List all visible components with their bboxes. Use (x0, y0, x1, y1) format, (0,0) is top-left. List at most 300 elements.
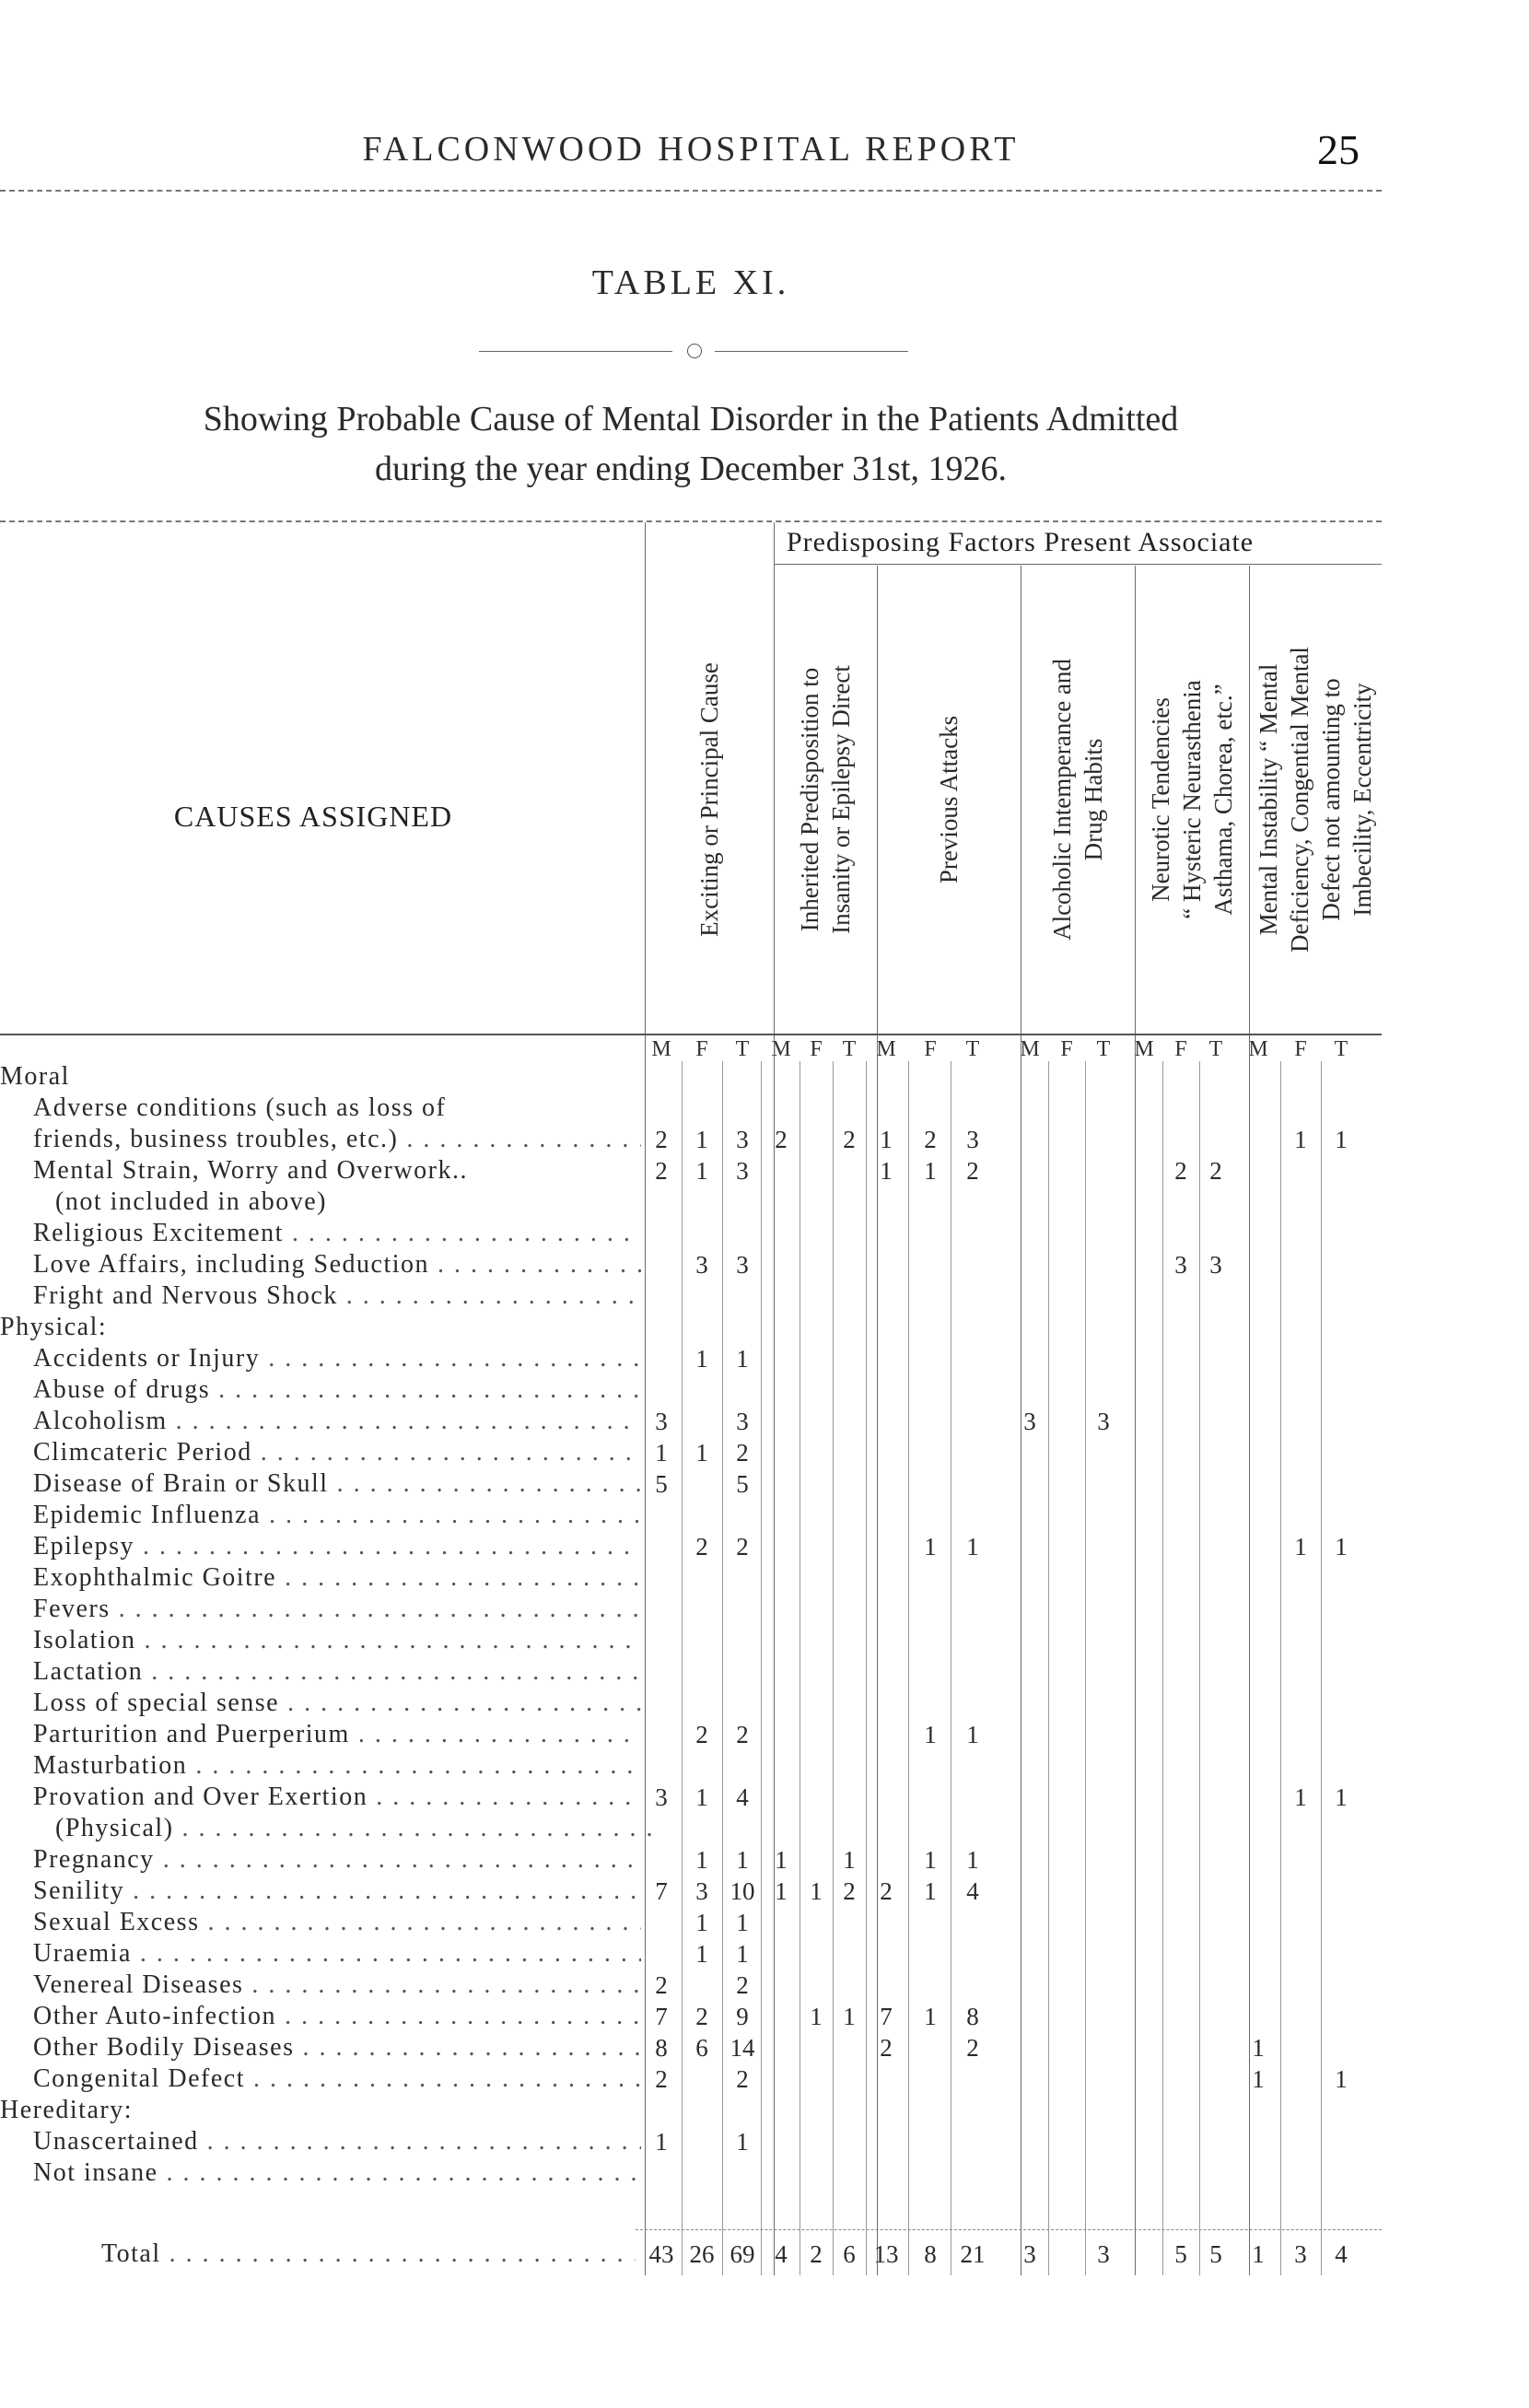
table-cell (800, 1249, 832, 1280)
table-cell: 2 (736, 2065, 749, 2093)
table-cell (765, 1625, 797, 1656)
table-cell: 1 (1294, 1783, 1307, 1811)
table-cell (1128, 1938, 1160, 1970)
table-cell (1243, 1844, 1274, 1876)
table-cell (870, 1093, 902, 1124)
table-cell (800, 1374, 832, 1406)
table-cell (727, 1688, 758, 1719)
table-row (0, 1061, 1382, 1093)
table-cell (915, 1782, 946, 1813)
row-label: Other Auto-infection . . . (33, 2001, 641, 2032)
mft-header-m: M (876, 1037, 896, 1061)
mft-header-t: T (965, 1037, 980, 1061)
table-cell: 1 (1294, 1533, 1307, 1561)
row-label: Parturition and Puerperium . . . (33, 1719, 641, 1750)
table-cell (870, 1437, 902, 1468)
table-cell (765, 2126, 797, 2157)
table-cell: 3 (1097, 2240, 1110, 2268)
table-cell (957, 1312, 988, 1343)
table-cell (870, 2126, 902, 2157)
table-cell (1014, 1093, 1045, 1124)
table-cell (1165, 2095, 1196, 2126)
table-cell (834, 1531, 865, 1562)
table-cell (957, 1061, 988, 1093)
table-cell (1165, 1343, 1196, 1374)
table-cell (834, 1312, 865, 1343)
table-cell (765, 1907, 797, 1938)
table-cell (915, 1218, 946, 1249)
table-cell (1051, 2126, 1082, 2157)
table-cell (870, 1343, 902, 1374)
table-cell (765, 1750, 797, 1782)
table-cell (1200, 2095, 1231, 2126)
table-cell (727, 1562, 758, 1594)
table-cell (1165, 1562, 1196, 1594)
row-label: Congenital Defect . . . (33, 2063, 641, 2095)
table-cell (870, 2157, 902, 2189)
table-cell: 3 (655, 1408, 668, 1435)
column-header-line: Insanity or Epilepsy Direct (827, 665, 855, 934)
table-cell: 3 (695, 1251, 708, 1279)
table-cell (1128, 2126, 1160, 2157)
table-cell (1243, 1562, 1274, 1594)
table-cell (800, 2063, 832, 2095)
table-cell (1165, 1656, 1196, 1688)
table-cell (1285, 1970, 1316, 2001)
table-cell (1014, 2095, 1045, 2126)
table-cell (1128, 1406, 1160, 1437)
table-cell (1243, 1594, 1274, 1625)
table-cell (1325, 2001, 1357, 2032)
table-cell: 5 (655, 1470, 668, 1498)
table-cell: 43 (648, 2240, 674, 2268)
table-cell: 2 (736, 1439, 749, 1467)
table-cell (800, 1061, 832, 1093)
table-cell: 1 (775, 1877, 788, 1905)
mft-header-f: F (924, 1037, 937, 1061)
table-cell (686, 1594, 718, 1625)
table-cell (870, 1562, 902, 1594)
table-cell (1200, 1093, 1231, 1124)
table-row (0, 2126, 1382, 2157)
table-cell (957, 1562, 988, 1594)
table-cell (1200, 1782, 1231, 1813)
table-cell (957, 1688, 988, 1719)
table-cell (915, 1312, 946, 1343)
table-row (0, 1500, 1382, 1531)
table-cell (1243, 1437, 1274, 1468)
table-cell: 3 (736, 1126, 749, 1153)
table-cell (834, 1186, 865, 1218)
column-header-inherited-predisposition (776, 569, 875, 1030)
table-cell: 3 (655, 1783, 668, 1811)
row-label: Unascertained . . . (33, 2126, 641, 2157)
table-cell (1088, 1249, 1119, 1280)
table-cell (646, 1907, 677, 1938)
table-cell (765, 1500, 797, 1531)
table-cell (957, 1343, 988, 1374)
table-cell (1014, 1750, 1045, 1782)
table-cell (1243, 1124, 1274, 1155)
row-label: Religious Excitement . . . (33, 1218, 641, 1249)
table-cell (1051, 1688, 1082, 1719)
table-subtitle (55, 394, 1326, 494)
table-cell (915, 1500, 946, 1531)
table-cell (1088, 1782, 1119, 1813)
table-cell (765, 1468, 797, 1500)
table-cell (686, 1625, 718, 1656)
table-cell (1088, 1374, 1119, 1406)
table-cell (765, 1155, 797, 1186)
table-cell (915, 1970, 946, 2001)
table-cell (1128, 1531, 1160, 1562)
table-cell (834, 1688, 865, 1719)
row-label: Physical: (0, 1313, 108, 1341)
table-cell (1243, 1500, 1274, 1531)
table-cell (765, 1374, 797, 1406)
table-cell (1088, 1876, 1119, 1907)
table-cell (915, 1374, 946, 1406)
table-cell (1051, 2157, 1082, 2189)
row-label: Love Affairs, including Seduction . . . (33, 1249, 641, 1280)
table-cell: 2 (843, 1877, 856, 1905)
mft-header-t: T (1096, 1037, 1111, 1061)
table-cell (1243, 2095, 1274, 2126)
table-cell (1200, 2001, 1231, 2032)
table-cell (1051, 1813, 1082, 1844)
table-row (0, 1093, 1382, 1124)
table-cell (1128, 1280, 1160, 1312)
table-cell: 7 (655, 2003, 668, 2030)
table-cell: 1 (1335, 2065, 1348, 2093)
table-cell (1285, 1813, 1316, 1844)
row-label: Other Bodily Diseases . . . (33, 2032, 641, 2063)
table-cell (1128, 1468, 1160, 1500)
mft-header-m: M (771, 1037, 791, 1061)
column-divider (774, 522, 775, 1034)
total-rule (636, 2229, 1382, 2230)
table-cell (646, 1719, 677, 1750)
mft-header-f: F (1294, 1037, 1307, 1061)
table-cell (765, 1782, 797, 1813)
table-row (0, 1374, 1382, 1406)
table-cell (1243, 2157, 1274, 2189)
causes-assigned-heading: CAUSES ASSIGNED (173, 800, 453, 833)
table-cell (1128, 1625, 1160, 1656)
table-cell: 1 (966, 1721, 979, 1748)
table-cell (1165, 1374, 1196, 1406)
table-cell (646, 1218, 677, 1249)
table-cell (834, 1155, 865, 1186)
table-cell: 1 (655, 2128, 668, 2156)
table-cell (686, 2126, 718, 2157)
table-cell (1285, 2126, 1316, 2157)
table-cell (727, 1280, 758, 1312)
table-cell (1200, 1562, 1231, 1594)
table-cell (686, 1061, 718, 1093)
table-cell (1200, 2157, 1231, 2189)
table-cell (1128, 2032, 1160, 2063)
table-cell (1285, 1249, 1316, 1280)
table-cell (686, 1970, 718, 2001)
table-cell (1325, 1907, 1357, 1938)
table-cell (686, 1656, 718, 1688)
table-cell: 1 (695, 1783, 708, 1811)
table-cell (1325, 1938, 1357, 1970)
table-cell (1128, 1186, 1160, 1218)
table-row (0, 1970, 1382, 2001)
table-cell (834, 1656, 865, 1688)
table-cell (1285, 1500, 1316, 1531)
table-cell (1088, 1093, 1119, 1124)
table-cell (1051, 2001, 1082, 2032)
table-cell (1243, 1656, 1274, 1688)
table-row (0, 1343, 1382, 1374)
table-cell (1014, 2126, 1045, 2157)
table-row (0, 1155, 1382, 1186)
table-cell (1051, 1750, 1082, 1782)
total-label: Total . . . (101, 2239, 636, 2270)
table-cell (870, 1625, 902, 1656)
row-label: Disease of Brain or Skull . . . (33, 1468, 641, 1500)
table-cell (1200, 1312, 1231, 1343)
table-cell (1200, 2063, 1231, 2095)
table-cell: 5 (1174, 2240, 1187, 2268)
table-cell (1051, 1719, 1082, 1750)
table-cell (1325, 1186, 1357, 1218)
table-cell (1014, 2157, 1045, 2189)
table-cell (1014, 1468, 1045, 1500)
table-cell (1014, 1280, 1045, 1312)
column-header-line: Drug Habits (1080, 738, 1107, 861)
table-cell (870, 1500, 902, 1531)
table-cell (1014, 1437, 1045, 1468)
table-cell (1243, 1531, 1274, 1562)
table-cell (1285, 2032, 1316, 2063)
table-cell (1088, 1562, 1119, 1594)
table-cell (957, 1186, 988, 1218)
table-cell (800, 1656, 832, 1688)
table-row (0, 1562, 1382, 1594)
table-cell (1051, 1970, 1082, 2001)
table-cell (1165, 1907, 1196, 1938)
table-cell (957, 1813, 988, 1844)
table-cell (1165, 1813, 1196, 1844)
table-cell (1014, 1124, 1045, 1155)
table-cell (1285, 1437, 1316, 1468)
table-cell (800, 2126, 832, 2157)
ornament-circle (687, 344, 702, 358)
table-cell (646, 1688, 677, 1719)
table-cell (1051, 1186, 1082, 1218)
mft-header-m: M (651, 1037, 671, 1061)
table-cell: 1 (924, 1157, 937, 1185)
table-cell (800, 1844, 832, 1876)
table-cell: 3 (966, 1126, 979, 1153)
table-cell: 13 (873, 2240, 899, 2268)
table-cell (957, 1093, 988, 1124)
table-cell (1051, 2239, 1082, 2270)
table-cell (834, 1594, 865, 1625)
table-cell (765, 1562, 797, 1594)
row-label: (not included in above) (55, 1187, 327, 1216)
table-row (0, 1782, 1382, 1813)
table-cell (1128, 1343, 1160, 1374)
table-cell (686, 1312, 718, 1343)
table-cell (1128, 1155, 1160, 1186)
table-cell (1243, 1280, 1274, 1312)
table-cell (1051, 1594, 1082, 1625)
table-cell: 1 (924, 1533, 937, 1561)
table-cell (834, 1719, 865, 1750)
column-header-line: Asthama, Chorea, etc.” (1209, 684, 1237, 916)
table-cell (834, 1437, 865, 1468)
table-row (0, 1531, 1382, 1562)
ornament-line-left (479, 351, 672, 352)
table-cell (765, 1186, 797, 1218)
table-cell (1014, 2063, 1045, 2095)
table-cell (1243, 1374, 1274, 1406)
table-cell: 3 (1294, 2240, 1307, 2268)
table-cell (1014, 1500, 1045, 1531)
table-cell (1165, 1531, 1196, 1562)
table-cell (686, 1500, 718, 1531)
table-cell (765, 1656, 797, 1688)
table-cell (1051, 1249, 1082, 1280)
table-cell (646, 2095, 677, 2126)
table-cell (1165, 1280, 1196, 1312)
table-cell: 2 (655, 2065, 668, 2093)
table-cell (646, 1312, 677, 1343)
table-cell (870, 1782, 902, 1813)
table-cell: 6 (695, 2034, 708, 2062)
table-row (0, 1124, 1382, 1155)
table-cell (727, 1656, 758, 1688)
table-cell (1165, 1782, 1196, 1813)
table-cell (1128, 1093, 1160, 1124)
table-cell (915, 1625, 946, 1656)
table-cell (646, 1249, 677, 1280)
table-cell (686, 1374, 718, 1406)
table-cell (800, 1406, 832, 1437)
group-heading-rule (774, 564, 1382, 565)
column-header-line: Defect not amounting to (1317, 678, 1345, 921)
table-cell: 14 (729, 2034, 755, 2062)
table-cell (765, 1938, 797, 1970)
table-cell (1088, 1907, 1119, 1938)
title-ornament (0, 336, 1382, 364)
table-cell (1285, 1876, 1316, 1907)
table-cell (915, 1562, 946, 1594)
table-cell (1243, 1186, 1274, 1218)
table-cell (957, 1406, 988, 1437)
table-cell (1200, 1374, 1231, 1406)
table-cell: 1 (880, 1157, 893, 1185)
table-cell (1243, 1155, 1274, 1186)
table-cell (834, 1218, 865, 1249)
table-cell (1051, 2063, 1082, 2095)
table-cell (915, 1907, 946, 1938)
table-cell: 3 (1023, 1408, 1036, 1435)
table-cell (1285, 1938, 1316, 1970)
table-cell (1051, 1562, 1082, 1594)
table-cell: 1 (695, 1439, 708, 1467)
table-cell (834, 1750, 865, 1782)
table-cell (1285, 1093, 1316, 1124)
table-cell (834, 1249, 865, 1280)
table-cell (1243, 1468, 1274, 1500)
table-cell (1014, 1186, 1045, 1218)
table-cell (646, 1343, 677, 1374)
row-label: Mental Strain, Worry and Overwork.. (33, 1156, 468, 1185)
table-cell (1285, 1719, 1316, 1750)
column-header-line: Mental Instability “ Mental (1255, 663, 1282, 936)
table-cell (686, 1750, 718, 1782)
table-cell (1088, 1938, 1119, 1970)
table-cell (1051, 1312, 1082, 1343)
table-row (0, 1719, 1382, 1750)
table-cell (1285, 1061, 1316, 1093)
table-cell (834, 1061, 865, 1093)
table-cell (1200, 2032, 1231, 2063)
table-cell (915, 2157, 946, 2189)
column-header-line: Imbecility, Eccentricity (1348, 683, 1376, 917)
table-cell (1200, 1938, 1231, 1970)
table-cell: 3 (736, 1408, 749, 1435)
table-cell: 1 (966, 1533, 979, 1561)
table-cell (915, 1813, 946, 1844)
table-cell: 1 (695, 1940, 708, 1968)
table-cell: 1 (1252, 2240, 1265, 2268)
row-label: Provation and Over Exertion . . . (33, 1782, 641, 1813)
table-row (0, 1218, 1382, 1249)
table-cell: 1 (695, 1846, 708, 1874)
table-cell: 6 (843, 2240, 856, 2268)
table-cell (1325, 1719, 1357, 1750)
table-cell (686, 2063, 718, 2095)
table-cell (1014, 1876, 1045, 1907)
table-cell (957, 1437, 988, 1468)
table-cell (1165, 1437, 1196, 1468)
table-cell (1014, 1938, 1045, 1970)
table-row (0, 1186, 1382, 1218)
table-cell: 1 (880, 1126, 893, 1153)
column-divider (645, 522, 646, 1034)
table-cell (834, 2126, 865, 2157)
column-header-alcoholic-intemperance (1022, 569, 1133, 1030)
table-cell: 1 (655, 1439, 668, 1467)
table-cell (1165, 1719, 1196, 1750)
table-cell (727, 2157, 758, 2189)
table-cell (1014, 1907, 1045, 1938)
table-cell (957, 1280, 988, 1312)
table-cell (1325, 1437, 1357, 1468)
table-cell: 3 (1209, 1251, 1222, 1279)
table-cell (646, 1938, 677, 1970)
table-cell (1088, 1186, 1119, 1218)
table-cell (834, 1562, 865, 1594)
table-cell: 5 (736, 1470, 749, 1498)
table-cell (800, 1280, 832, 1312)
table-cell: 1 (1294, 1126, 1307, 1153)
table-cell (1165, 2157, 1196, 2189)
table-cell: 2 (695, 1533, 708, 1561)
table-cell (1051, 1844, 1082, 1876)
table-cell (1325, 1500, 1357, 1531)
table-cell (1051, 1500, 1082, 1531)
table-cell: 3 (1097, 1408, 1110, 1435)
table-cell (1051, 1437, 1082, 1468)
